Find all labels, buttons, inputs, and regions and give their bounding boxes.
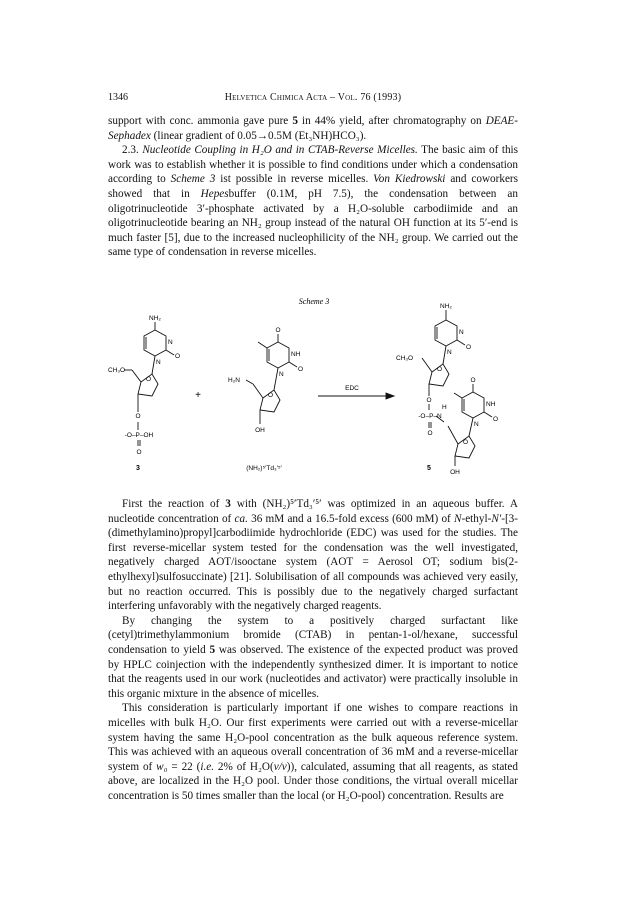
atom-label: NH₂: [440, 303, 452, 310]
compound-mid-label: (NH₂)⁵′Td₃′⁵′: [246, 465, 282, 472]
atom-label: O: [268, 392, 274, 399]
atom-label: N: [447, 349, 452, 356]
atom-label: O: [463, 439, 469, 446]
atom-label: O: [426, 397, 432, 404]
atom-label: O: [275, 327, 281, 334]
plus-sign: +: [195, 390, 201, 401]
thymine-ring-mid: [267, 342, 289, 368]
running-title: Helvetica Chimica Acta – Vol. 76 (1993): [224, 92, 402, 103]
paragraph-5: This consideration is particularly important if one wishes to compare reactions in micelles with bulk H₂O. Our first experiments were carried out with a reverse-micellar system having the same H₂O-pool concentration as the bulk aqueous reference system. This was achieved with an aqueous overall concentration of 36 mM and a reverse-micellar system of w₀ = 22 (i.e. 2% of H₂O(v/v)), calculated, assuming that all reagents, as stated above, are localized in the H₂O pool. Under those conditions, the virtual overall micellar concentration is 50 times smaller than the local (or H₂O-pool) concentration. Results are: [108, 702, 518, 802]
atom-label: H₂N: [228, 377, 240, 384]
scheme-title: Scheme 3: [298, 297, 330, 306]
atom-label: N: [459, 329, 464, 336]
atom-label: CH₃O: [108, 367, 126, 374]
phosphate-label: -O–P–OH: [124, 432, 154, 439]
thymine-ring-5: [462, 392, 484, 418]
atom-label: N: [474, 421, 479, 428]
paragraph-2: 2.3. Nucleotide Coupling in H₂O and in CTAB-Reverse Micelles. The basic aim of this work was to establish whether it is possible to find conditions under which a condensation according to Scheme 3 ist possible in reverse micelles. Von Kiedrowski and coworkers showed that in Hepesbuffer (0.1M, pH 7.5), the condensation between an oligotrinucleotide 3′-phosphate activated by a H₂O-soluble carbodiimide and an oligotrinucleotide bearing an NH₂ group instead of the natural OH function at its 5′-end is much faster [5], due to the increased nucleophilicity of the NH₂ group. We carried out the same type of condensation in reverse micelles.: [108, 144, 519, 259]
atom-label: O: [135, 413, 141, 420]
atom-label: NH: [291, 351, 301, 358]
atom-label: NH₂: [149, 315, 161, 322]
page-header: [108, 92, 518, 106]
body-text-top: [108, 114, 518, 260]
atom-label: O: [175, 353, 181, 360]
atom-label: O: [493, 416, 499, 423]
paragraph-4: By changing the system to a positively charged surfactant like (cetyl)trimethylammonium bromide (CTAB) in pentan-1-ol/hexane, successful condensation to yield 5 was observed. The existence of the expected product was proved by HPLC coinjection with the independently synthesized dimer. It is important to notice that the reagents used in our work (nucleotides and activator) were practically insoluble in this organic mixture in the absence of micelles.: [108, 614, 518, 700]
atom-label: O: [136, 449, 142, 456]
cytosine-ring-5: [435, 320, 457, 346]
atom-label: N: [279, 371, 284, 378]
atom-label: N: [156, 359, 161, 366]
phosphate-label: -O–P–N: [418, 413, 442, 420]
atom-label: O: [427, 430, 433, 437]
page-number: 1346: [108, 92, 128, 103]
scheme-3-figure: [108, 294, 518, 490]
body-text-bottom: [108, 497, 518, 803]
atom-label: OH: [450, 469, 460, 476]
paragraph-1: support with conc. ammonia gave pure 5 in 44% yield, after chromatography on DEAE-Sephadex (linear gradient of 0.05→0.5M (Et₃NH)HCO₃).: [108, 115, 518, 142]
atom-label: O: [146, 376, 152, 383]
paragraph-3: First the reaction of 3 with (NH₂)⁵′Td₃′⁵′ was optimized in an aqueous buffer. A nucleotide concentration of ca. 36 mM and a 16.5-fold excess (600 mM) of N-ethyl-N′-[3-(dimethylamino)propyl]carbodiimide hydrochloride (EDC) was used for the studies. The first reverse-micellar system tested for the condensation was the well investigated, negatively charged AOT/isooctane system (AOT = Aerosol OT; sodium bis(2-ethylhexyl)sulfosuccinate) [21]. Solubilisation of all compounds was achieved very easily, but no reaction occurred. This is possibly due to the negatively charged surfactant interfering unfavorably with the negatively charged reagents.: [108, 498, 519, 613]
atom-label: NH: [486, 401, 496, 408]
atom-label: O: [470, 377, 476, 384]
atom-label: O: [437, 366, 443, 373]
atom-label: O: [466, 344, 472, 351]
atom-label: CH₃O: [396, 355, 414, 362]
reagent-label: EDC: [345, 385, 359, 392]
atom-label: O: [298, 366, 304, 373]
atom-label: N: [168, 339, 173, 346]
compound-5-label: 5: [427, 465, 431, 472]
reaction-scheme: [108, 294, 518, 490]
atom-label: H: [442, 404, 447, 411]
compound-3-label: 3: [136, 465, 140, 472]
cytosine-ring-3: [144, 330, 166, 356]
atom-label: OH: [255, 427, 265, 434]
